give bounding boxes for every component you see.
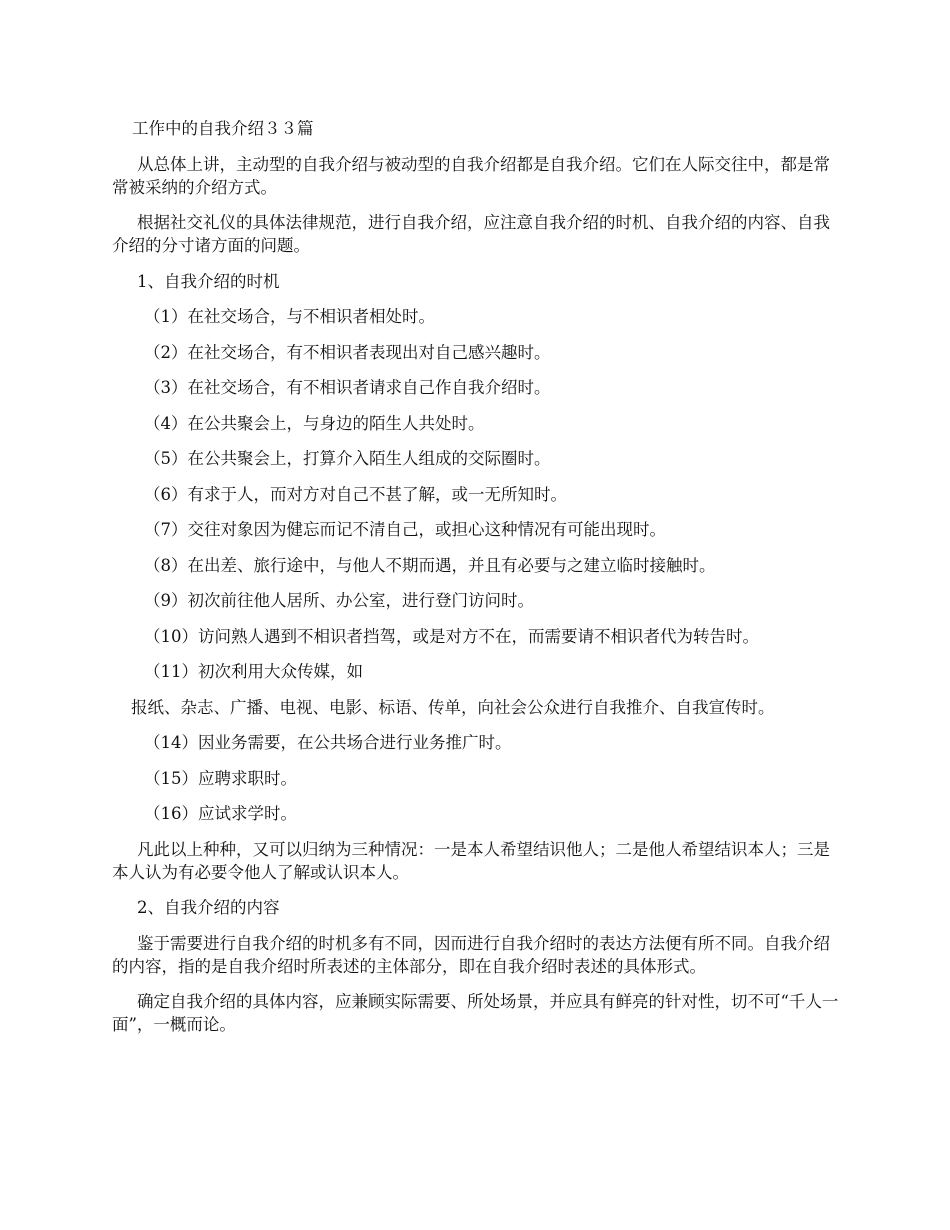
list-item: （3）在社交场合，有不相识者请求自己作自我介绍时。 (144, 378, 551, 397)
paragraph-etiquette: 根据社交礼仪的具体法律规范，进行自我介绍，应注意自我介绍的时机、自我介绍的内容、自我介绍的分寸诸方面的问题。 (112, 213, 830, 255)
section-heading-timing: 1、自我介绍的时机 (137, 271, 280, 291)
paragraph-media: 报纸、杂志、广播、电视、电影、标语、传单，向社会公众进行自我推介、自我宣传时。 (131, 697, 775, 717)
paragraph-content-guidance: 确定自我介绍的具体内容，应兼顾实际需要、所处场景，并应具有鲜亮的针对性，切不可“千人一面”，一概而论。 (112, 992, 839, 1034)
list-item: （14）因业务需要，在公共场合进行业务推广时。 (144, 733, 512, 752)
list-item: （2）在社交场合，有不相识者表现出对自己感兴趣时。 (144, 342, 551, 362)
section-heading-content: 2、自我介绍的内容 (137, 898, 280, 917)
list-item: （10）访问熟人遇到不相识者挡驾，或是对方不在，而需要请不相识者代为转告时。 (144, 626, 759, 646)
paragraph-summary: 凡此以上种种，又可以归纳为三种情况：一是本人希望结识他人；二是他人希望结识本人；三是本人认为有必要令他人了解或认识本人。 (112, 839, 830, 882)
list-item: （1）在社交场合，与不相识者相处时。 (144, 307, 435, 326)
list-item: （16）应试求学时。 (144, 804, 297, 823)
list-item: （5）在公共聚会上，打算介入陌生人组成的交际圈时。 (144, 449, 551, 468)
list-item: （11）初次利用大众传媒，如 (144, 662, 363, 681)
list-item: （15）应聘求职时。 (144, 768, 297, 788)
paragraph-overview: 从总体上讲，主动型的自我介绍与被动型的自我介绍都是自我介绍。它们在人际交往中，都是常常被采纳的介绍方式。 (112, 154, 830, 197)
document-page (112, 117, 842, 1049)
list-item: （9）初次前往他人居所、办公室，进行登门访问时。 (144, 591, 534, 610)
list-item: （7）交往对象因为健忘而记不清自己，或担心这种情况有可能出现时。 (144, 520, 666, 539)
paragraph-content-definition: 鉴于需要进行自我介绍的时机多有不同，因而进行自我介绍时的表达方法便有所不同。自我介绍的内容，指的是自我介绍时所表述的主体部分，即在自我介绍时表述的具体形式。 (112, 933, 830, 976)
document-title: 工作中的自我介绍３３篇 (132, 119, 314, 138)
list-item: （6）有求于人，而对方对自己不甚了解，或一无所知时。 (144, 484, 567, 504)
list-item: （4）在公共聚会上，与身边的陌生人共处时。 (144, 413, 485, 433)
list-item: （8）在出差、旅行途中，与他人不期而遇，并且有必要与之建立临时接触时。 (144, 555, 716, 575)
